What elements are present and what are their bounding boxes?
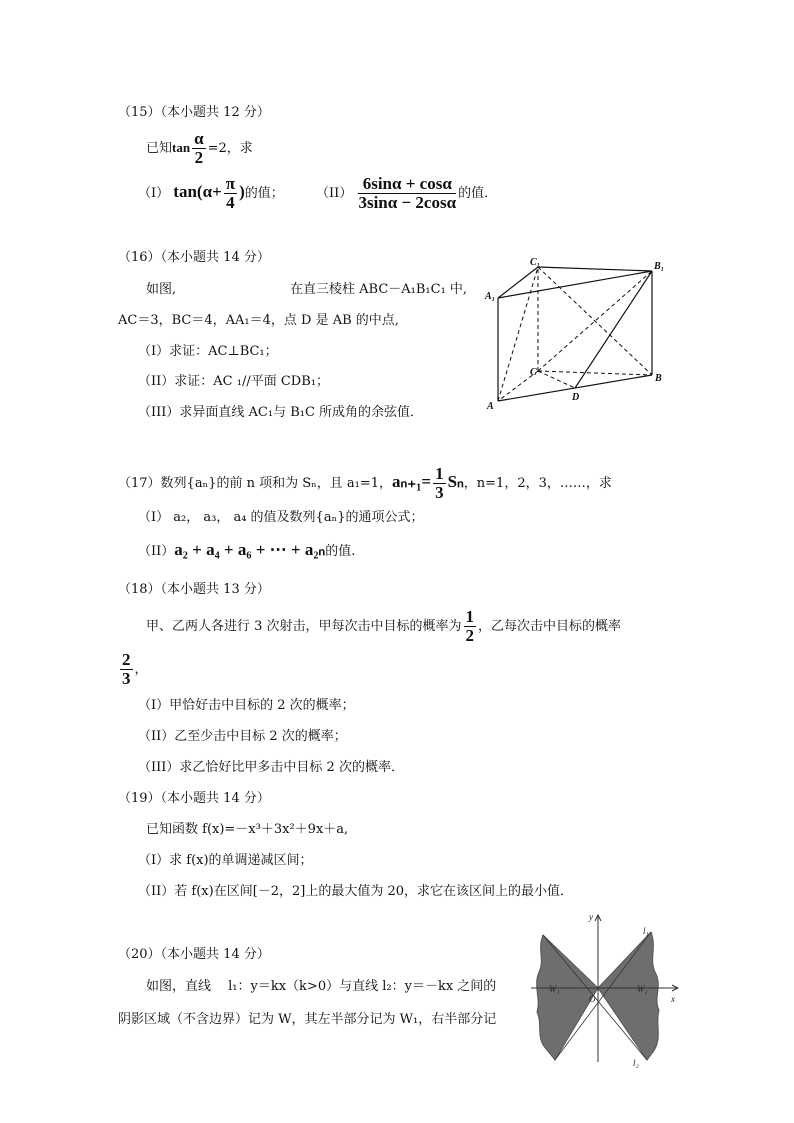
q18-line1: 甲、乙两人各进行 3 次射击，甲每次击中目标的概率为 $\frac{1}{2}$ ，乙每次击中目标的概率 (146, 607, 622, 645)
q19-part1: （I）求 f(x)的单调递减区间； (138, 853, 313, 868)
q18-two-thirds: $\frac{2}{3}$ (122, 650, 131, 688)
q18-header: （18）（本小题共 13 分） (118, 582, 270, 597)
q18-part3: （III）求乙恰好比甲多击中目标 2 次的概率． (138, 760, 404, 775)
q15-p2-label: （II） (316, 186, 353, 201)
label-c: C (530, 367, 537, 378)
label-b1: B₁ (654, 261, 665, 272)
q16-header: （16）（本小题共 14 分） (118, 250, 270, 265)
q16-line1b: 在直三棱柱 ABC－A₁B₁C₁ 中, (290, 282, 468, 297)
label-w2: W₂ (637, 984, 648, 994)
q18-half: $\frac{1}{2}$ (465, 607, 475, 645)
q19-part2: （II）若 f(x)在区间[－2，2]上的最大值为 20，求它在该区间上的最小值． (138, 884, 574, 899)
edge-a1-b1 (498, 271, 652, 298)
q16-part3: （III）求异面直线 AC₁与 B₁C 所成角的余弦值． (138, 405, 424, 420)
q15-p2-fraction: $\frac{6\sin\alpha + \cos\alpha}{3\sin\alpha - 2\cos\alpha}$ (358, 174, 457, 212)
label-w1: W₁ (549, 984, 560, 994)
q20-line1: 如图，直线 l₁：y＝kx（k>0）与直线 l₂：y＝－kx 之间的 (146, 979, 497, 994)
q17-recurrence: aₙ₊₁= $\frac{1}{3}$ Sₙ (392, 463, 464, 502)
q15-tan: tan (172, 140, 191, 155)
q20-line2: 阴影区域（不含边界）记为 W，其左半部分记为 W₁，右半部分记 (118, 1012, 497, 1027)
q15-given (146, 128, 253, 169)
edge-a1-c1 (498, 267, 538, 298)
q16-line2: AC＝3，BC＝4，AA₁＝4，点 D 是 AB 的中点, (118, 313, 399, 328)
label-x: x (671, 994, 675, 1004)
q15-p1-expr: tan(α+ $\frac{\pi}{4}$ ) (173, 173, 245, 212)
q18-part2: （II）乙至少击中目标 2 次的概率； (138, 729, 347, 744)
label-d: D (572, 392, 580, 403)
edge-c1-b1 (538, 267, 652, 271)
edge-c-d (538, 371, 575, 388)
shaded-region-figure (525, 910, 685, 1070)
q15-p1-label: （I） (138, 186, 170, 201)
q15-p2-tail: 的值． (458, 186, 498, 201)
label-b: B (655, 373, 662, 384)
prism-figure (480, 253, 670, 418)
q15-given-prefix: 已知 (146, 141, 173, 156)
label-y: y (589, 912, 593, 922)
q15-header: （15）（本小题共 12 分） (118, 105, 270, 120)
q18-part1: （I）甲恰好击中目标的 2 次的概率； (138, 698, 355, 713)
region-w2 (598, 932, 659, 1060)
q18-line2: $\frac{2}{3}$ ， (122, 650, 148, 688)
edge-a-c1 (498, 267, 538, 401)
q16-part2: （II）求证：AC ₁//平面 CDB₁； (138, 374, 329, 389)
label-a1: A₁ (485, 291, 496, 302)
q15-alpha-over-2: $\frac{\alpha}{2}$ (194, 129, 204, 167)
q15-given-suffix: =2，求 (207, 141, 253, 156)
q15-p1-tail: 的值； (244, 186, 284, 201)
q15-parts (138, 172, 497, 214)
q17-sum-expr: a₂ + a₄ + a₆ + ⋯ + a₂ₙ (174, 540, 326, 559)
q19-line1: 已知函数 f(x)=－x³＋3x²＋9x＋a, (146, 822, 349, 837)
label-l1: l₁ (643, 926, 649, 936)
q17-part2: （II）a₂ + a₄ + a₆ + ⋯ + a₂ₙ的值. (138, 540, 356, 559)
label-a: A (487, 401, 494, 412)
q19-header: （19）（本小题共 14 分） (118, 791, 270, 806)
label-o: O (589, 994, 596, 1004)
edge-c-b (538, 371, 652, 375)
edge-c1-b (538, 267, 652, 375)
q20-header: （20）（本小题共 14 分） (118, 947, 270, 962)
label-c1: C₁ (530, 257, 541, 268)
edge-d-b1 (575, 271, 652, 388)
q16-part1: （I）求证：AC⊥BC₁； (138, 344, 278, 359)
label-l2: l₂ (633, 1058, 639, 1068)
q16-line1a: 如图, (146, 282, 177, 297)
q17-line1: （17）数列{aₙ}的前 n 项和为 Sₙ，且 a₁=1，aₙ₊₁= $\frac{1}{3}$ Sₙ，n=1，2，3，……，求 (118, 463, 612, 502)
q17-part1: （I） a₂， a₃， a₄ 的值及数列{aₙ}的通项公式； (138, 510, 424, 525)
